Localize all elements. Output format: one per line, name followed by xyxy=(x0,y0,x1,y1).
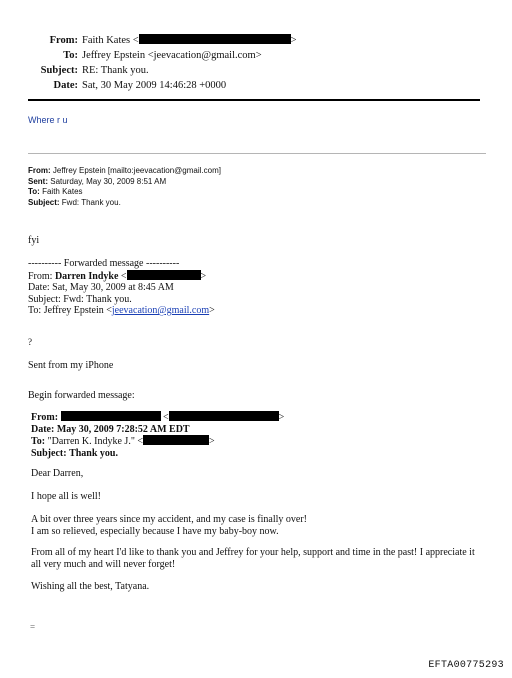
gt-symbol: > xyxy=(200,270,207,282)
inner-to-label: To: xyxy=(31,436,46,447)
top-subject-label: Subject: xyxy=(40,65,78,76)
forwarded-subject-row: Subject: Fwd: Thank you. xyxy=(28,293,132,305)
redaction-block xyxy=(169,411,279,421)
forwarded-from-after: < xyxy=(118,270,127,282)
top-subject-value: RE: Thank you. xyxy=(82,65,149,76)
inner-header xyxy=(31,411,284,459)
forwarded-to-row xyxy=(28,305,215,317)
redaction-block xyxy=(139,34,291,44)
redaction-block xyxy=(61,411,161,421)
body-paragraph-1: I hope all is well! xyxy=(31,491,101,502)
redaction-block xyxy=(143,435,209,445)
inner-from-row: From: < > xyxy=(31,412,285,423)
inner-to-value: "Darren K. Indyke J." < xyxy=(47,436,144,447)
inner-to-row xyxy=(31,435,284,448)
top-date-row xyxy=(0,78,297,93)
body-paragraph-4: Wishing all the best, Tatyana. xyxy=(31,581,150,592)
inner-subject-row xyxy=(31,448,284,460)
outlook-sent-row xyxy=(28,177,221,188)
inner-subject-value: Thank you. xyxy=(69,447,118,459)
outlook-subject-value: Fwd: Thank you. xyxy=(61,197,121,207)
outlook-sent-label: Sent: xyxy=(28,176,48,186)
forwarded-to-prefix: To: Jeffrey Epstein < xyxy=(28,305,112,316)
outlook-from-value: Jeffrey Epstein [mailto:jeevacation@gmail.com] xyxy=(52,166,221,175)
begin-forwarded-text: Begin forwarded message: xyxy=(28,390,135,401)
reply-text: Where r u xyxy=(28,115,68,125)
outlook-sent-value: Saturday, May 30, 2009 8:51 AM xyxy=(50,176,167,186)
top-email-header xyxy=(0,33,297,93)
outlook-subject-label: Subject: xyxy=(28,197,60,207)
top-to-label: To: xyxy=(63,50,78,61)
top-from-label: From: xyxy=(49,35,78,46)
redaction-block xyxy=(127,270,201,280)
greeting: Dear Darren, xyxy=(31,468,84,479)
top-from-value: Faith Kates < xyxy=(82,35,139,46)
inner-from-label: From: xyxy=(31,412,59,423)
body-paragraph-2 xyxy=(31,514,307,537)
inner-date-row xyxy=(31,424,284,436)
body-paragraph-3-line-2: all very much and will never forget! xyxy=(31,558,176,570)
forwarded-to-suffix: > xyxy=(209,305,215,316)
top-from-row xyxy=(0,33,297,48)
body-paragraph-2-line-2: I am so relieved, especially because I have my baby-boy now. xyxy=(31,525,279,537)
outlook-to-label: To: xyxy=(28,187,40,196)
question-mark: ? xyxy=(28,337,32,347)
header-divider xyxy=(28,99,480,101)
inner-date-value: May 30, 2009 7:28:52 AM EDT xyxy=(56,423,190,435)
footer-mark: = xyxy=(30,622,36,632)
outlook-to-value: Faith Kates xyxy=(42,187,83,196)
top-date-label: Date: xyxy=(53,80,78,91)
forwarded-from-name: Darren Indyke xyxy=(54,270,119,282)
inner-subject-label: Subject: xyxy=(31,447,67,459)
outlook-to-row xyxy=(28,187,221,198)
email-link[interactable]: jeevacation@gmail.com xyxy=(111,305,210,316)
body-paragraph-3 xyxy=(31,547,475,570)
outlook-subject-row xyxy=(28,198,221,209)
forwarded-from-prefix: From: xyxy=(28,270,55,282)
top-date-value: Sat, 30 May 2009 14:46:28 +0000 xyxy=(82,80,227,91)
gt-symbol: > xyxy=(278,412,285,423)
outlook-header xyxy=(28,166,221,208)
quote-divider xyxy=(28,153,486,154)
top-to-row xyxy=(0,48,297,63)
forwarded-date-row: Date: Sat, May 30, 2009 at 8:45 AM xyxy=(28,282,174,293)
top-subject-row xyxy=(0,63,297,78)
outlook-from-row xyxy=(28,166,221,177)
top-to-value: Jeffrey Epstein <jeevacation@gmail.com> xyxy=(82,50,262,61)
fyi-text: fyi xyxy=(28,235,40,246)
bates-number: EFTA00775293 xyxy=(428,660,504,671)
forwarded-from-row xyxy=(28,270,215,283)
forwarded-block xyxy=(28,258,215,317)
body-paragraph-2-line-1: A bit over three years since my accident, and my case is finally over! xyxy=(31,514,308,525)
inner-date-label: Date: xyxy=(31,423,55,435)
forwarded-separator: ---------- Forwarded message ---------- xyxy=(28,258,180,269)
body-paragraph-3-line-1: From all of my heart I'd like to thank you and Jeffrey for your help, support and time in the past! I appreciate it xyxy=(31,547,475,558)
gt-symbol: > xyxy=(290,35,297,46)
outlook-from-label: From: xyxy=(28,166,51,175)
sent-from-text: Sent from my iPhone xyxy=(28,360,114,371)
gt-symbol: > xyxy=(209,436,215,447)
